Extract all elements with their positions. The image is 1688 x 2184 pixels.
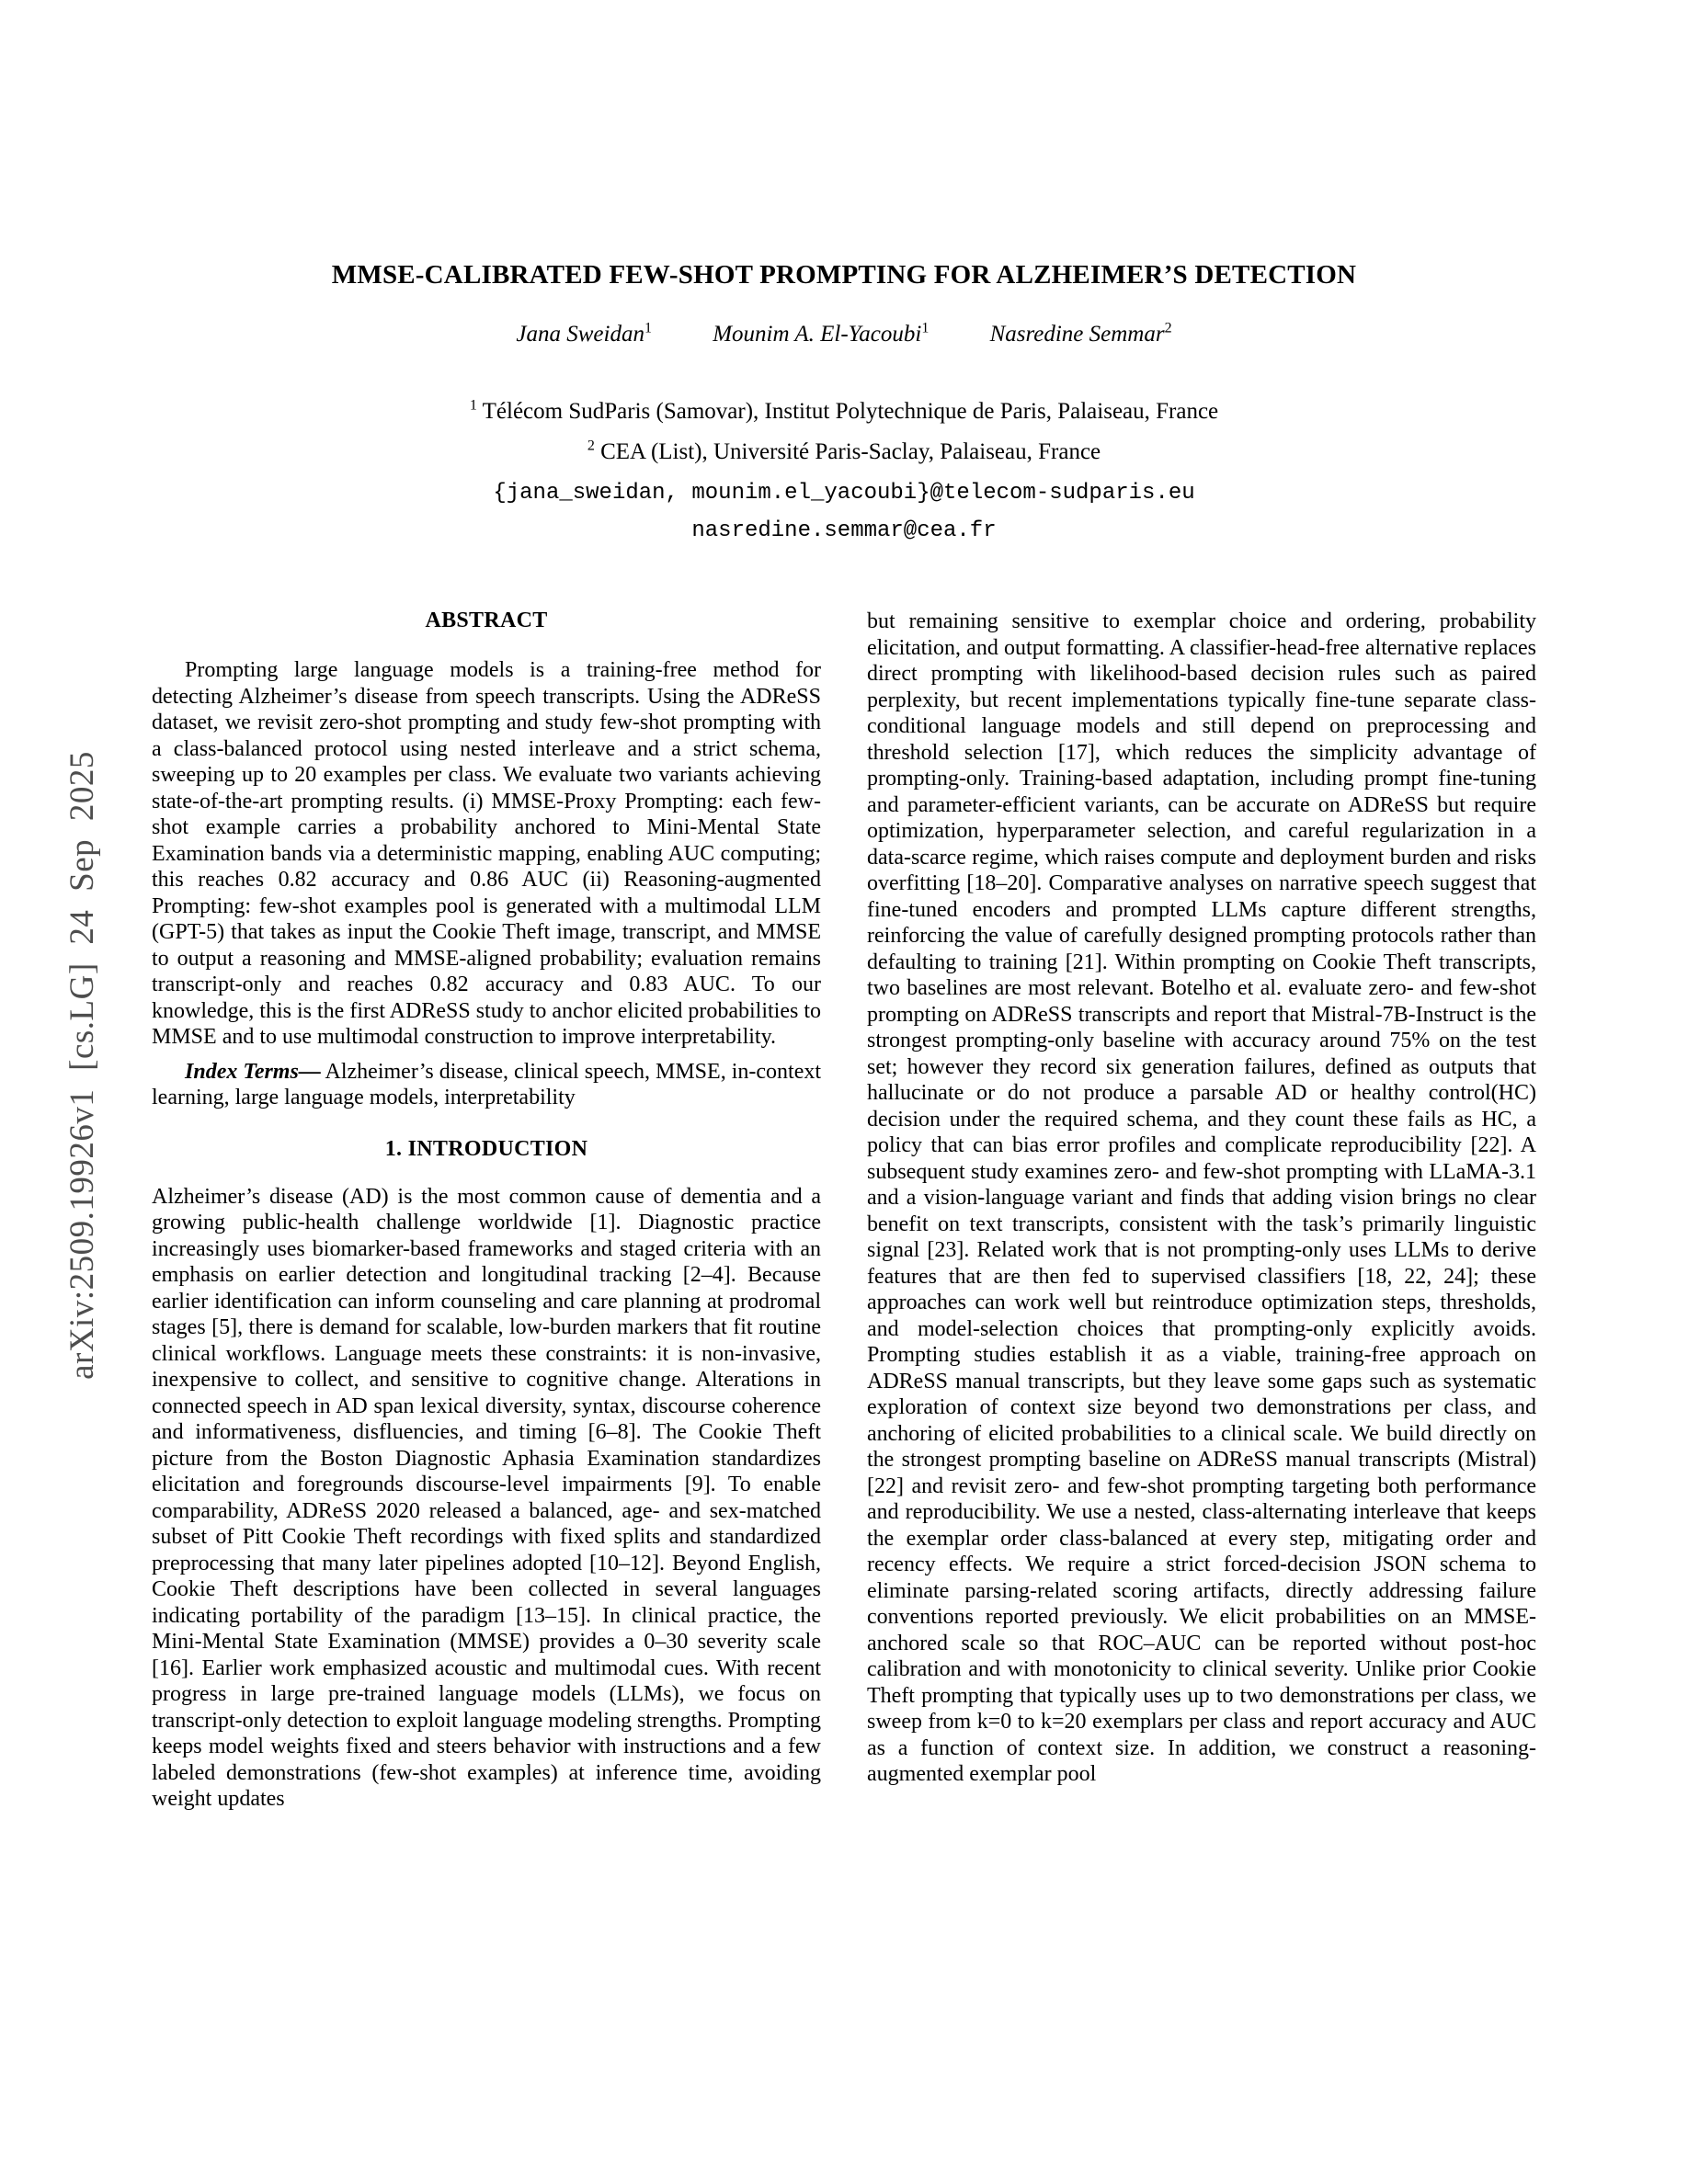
author-1-affiliation-mark: 1 bbox=[644, 320, 652, 336]
affiliation-1-text: Télécom SudParis (Samovar), Institut Polytechnique de Paris, Palaiseau, France bbox=[476, 399, 1219, 424]
author-3 bbox=[990, 322, 1172, 347]
introduction-paragraph-left: Alzheimer’s disease (AD) is the most common cause of dementia and a growing public-health challenge worldwide [1]. Diagnostic practice increasingly uses biomarker-based frameworks and staged criteria with an emphasis on earlier detection and longitudinal tracking [2–4]. Because earlier identification can inform counseling and care planning at prodromal stages [5], there is demand for scalable, low-burden markers that fit routine clinical workflows. Language meets these constraints: it is non-invasive, inexpensive to collect, and sensitive to cognitive change. Alterations in connected speech in AD span lexical diversity, syntax, discourse coherence and informativeness, disfluencies, and timing [6–8]. The Cookie Theft picture from the Boston Diagnostic Aphasia Examination standardizes elicitation and foregrounds discourse-level impairments [9]. To enable comparability, ADReSS 2020 released a balanced, age- and sex-matched subset of Pitt Cookie Theft recordings with fixed splits and standardized preprocessing that many later pipelines adopted [10–12]. Beyond English, Cookie Theft descriptions have been collected in several languages indicating portability of the paradigm [13–15]. In clinical practice, the Mini-Mental State Examination (MMSE) provides a 0–30 severity scale [16]. Earlier work emphasized acoustic and multimodal cues. With recent progress in large pre-trained language models (LLMs), we focus on transcript-only detection to exploit language modeling strengths. Prompting keeps model weights fixed and steers behavior with instructions and a few labeled demonstrations (few-shot examples) at inference time, avoiding weight updates bbox=[152, 1184, 821, 1811]
two-column-body bbox=[152, 609, 1536, 1813]
author-3-affiliation-mark: 2 bbox=[1164, 320, 1172, 336]
affiliation-2-mark: 2 bbox=[587, 438, 595, 454]
author-1-name: Jana Sweidan bbox=[516, 322, 644, 347]
affiliation-1-mark: 1 bbox=[469, 397, 477, 414]
author-2-name: Mounim A. El-Yacoubi bbox=[713, 322, 922, 347]
author-2-affiliation-mark: 1 bbox=[921, 320, 930, 336]
abstract-text: Prompting large language models is a training-free method for detecting Alzheimer’s disease from speech transcripts. Using the ADReSS dataset, we revisit zero-shot prompting and study few-shot prompting with a class-balanced protocol using nested interleave and a strict schema, sweeping up to 20 examples per class. We evaluate two variants achieving state-of-the-art prompting results. (i) MMSE-Proxy Prompting: each few-shot example carries a probability anchored to Mini-Mental State Examination bands via a deterministic mapping, enabling AUC computing; this reaches 0.82 accuracy and 0.86 AUC (ii) Reasoning-augmented Prompting: few-shot examples pool is generated with a multimodal LLM (GPT-5) that takes as input the Cookie Theft image, transcript, and MMSE to output a reasoning and MMSE-aligned probability; evaluation remains transcript-only and reaches 0.82 accuracy and 0.83 AUC. To our knowledge, this is the first ADReSS study to anchor elicited probabilities to MMSE and to use multimodal construction to improve interpretability. bbox=[152, 658, 821, 1049]
index-terms bbox=[152, 1059, 821, 1111]
author-2 bbox=[713, 322, 929, 347]
affiliation-2-text: CEA (List), Université Paris-Saclay, Palaiseau, France bbox=[594, 439, 1101, 464]
author-1 bbox=[516, 322, 652, 347]
arxiv-watermark: arXiv:2509.19926v1 [cs.LG] 24 Sep 2025 bbox=[63, 751, 101, 1380]
abstract-heading: ABSTRACT bbox=[425, 609, 548, 632]
email-block bbox=[0, 474, 1688, 550]
affiliations-block bbox=[0, 392, 1688, 472]
affiliation-1 bbox=[0, 392, 1688, 432]
index-terms-label: Index Terms— bbox=[185, 1059, 321, 1084]
author-3-name: Nasredine Semmar bbox=[989, 322, 1165, 347]
email-line-1: {jana_sweidan, mounim.el_yacoubi}@telecom-sudparis.eu bbox=[493, 481, 1195, 506]
affiliation-2 bbox=[0, 432, 1688, 472]
paper-title: MMSE-CALIBRATED FEW-SHOT PROMPTING FOR ALZHEIMER’S DETECTION bbox=[331, 260, 1357, 290]
email-line-2: nasredine.semmar@cea.fr bbox=[691, 518, 997, 543]
right-column bbox=[867, 609, 1536, 1813]
introduction-paragraph-right: but remaining sensitive to exemplar choice and ordering, probability elicitation, and output formatting. A classifier-head-free alternative replaces direct prompting with likelihood-based decision rules such as paired perplexity, but recent implementations typically fine-tune separate class-conditional language models and still depend on preprocessing and threshold selection [17], which reduces the simplicity advantage of prompting-only. Training-based adaptation, including prompt fine-tuning and parameter-efficient variants, can be accurate on ADReSS but require optimization, hyperparameter selection, and careful regularization in a data-scarce regime, which raises compute and deployment burden and risks overfitting [18–20]. Comparative analyses on narrative speech suggest that fine-tuned encoders and prompted LLMs capture different strengths, reinforcing the value of carefully designed prompting protocols rather than defaulting to training [21]. Within prompting on Cookie Theft transcripts, two baselines are most relevant. Botelho et al. evaluate zero- and few-shot prompting on ADReSS transcripts and report that Mistral-7B-Instruct is the strongest prompting-only baseline with accuracy around 75% on the test set; however they record six generation failures, defined as outputs that hallucinate or do not produce a parsable AD or healthy control(HC) decision under the required schema, and they count these fails as HC, a policy that can bias error profiles and complicate reproducibility [22]. A subsequent study examines zero- and few-shot prompting with LLaMA-3.1 and a vision-language variant and finds that adding vision brings no clear benefit on text transcripts, consistent with the task’s primarily linguistic signal [23]. Related work that is not prompting-only uses LLMs to derive features that are then fed to supervised classifiers [18, 22, 24]; these approaches can work well but reintroduce optimization steps, thresholds, and model-selection choices that prompting-only explicitly avoids. Prompting studies establish it as a viable, training-free approach on ADReSS manual transcripts, but they leave some gaps such as systematic exploration of context size beyond two demonstrations per class, and anchoring of elicited probabilities to a clinical scale. We build directly on the strongest prompting baseline on ADReSS manual transcripts (Mistral) [22] and revisit zero- and few-shot prompting targeting both performance and reproducibility. We use a nested, class-alternating interleave that keeps the exemplar order class-balanced at every step, mitigating order and recency effects. We require a strict forced-decision JSON schema to eliminate parsing-related scoring artifacts, directly addressing failure conventions reported previously. We elicit probabilities on an MMSE-anchored scale so that ROC–AUC can be reported without post-hoc calibration and with monotonicity to clinical severity. Unlike prior Cookie Theft prompting that typically uses up to two demonstrations per class, we sweep from k=0 to k=20 exemplars per class and report accuracy and AUC as a function of context size. In addition, we construct a reasoning-augmented exemplar pool bbox=[867, 609, 1536, 1786]
author-line bbox=[0, 322, 1688, 347]
left-column bbox=[152, 609, 821, 1813]
introduction-heading: 1. INTRODUCTION bbox=[384, 1136, 588, 1161]
index-terms-body: Alzheimer’s disease, clinical speech, MMSE, in-context learning, large language models, interpretability bbox=[152, 1059, 822, 1109]
